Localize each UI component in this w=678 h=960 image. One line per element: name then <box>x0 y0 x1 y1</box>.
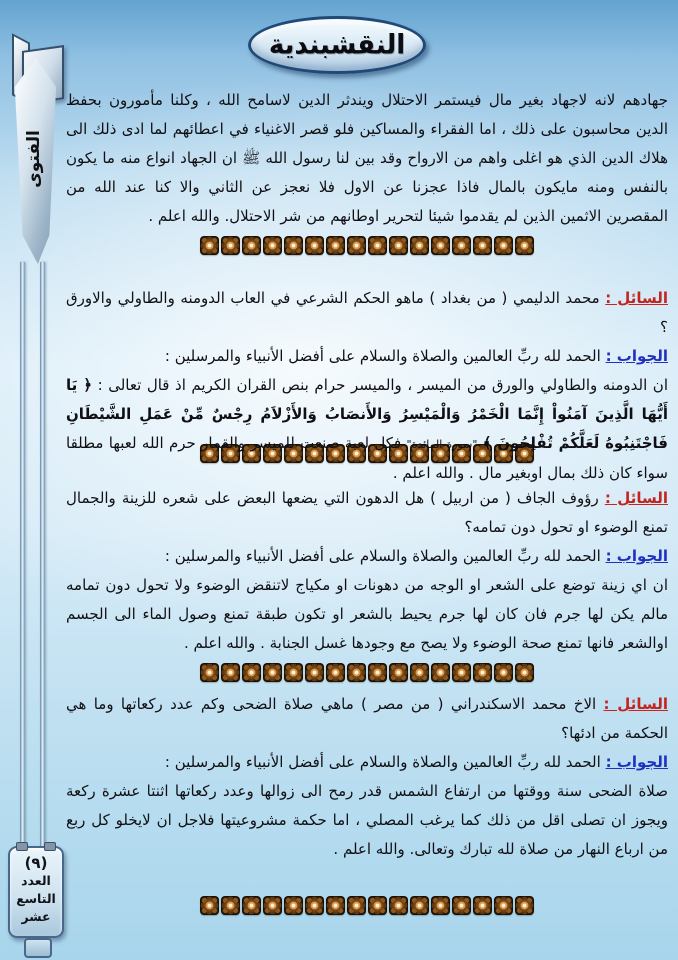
flower-ornament-icon <box>200 663 219 682</box>
flower-ornament-icon <box>494 663 513 682</box>
answer-body <box>66 571 668 658</box>
flower-ornament-icon <box>263 236 282 255</box>
quran-verse: ﴿ يَا أَيُّهَا الَّذِينَ آمَنُواْ إِنَّمَا الْخَمْرُ وَالْمَيْسِرُ وَالأَنصَابُ وَالأَزْلاَمُ رِجْسٌ مِّنْ عَمَلِ الشَّيْطَانِ فَاجْتَنِبُوهُ لَعَلَّكُمْ تُفْلِحُونَ ﴾ <box>66 376 668 452</box>
flower-ornament-icon <box>410 663 429 682</box>
answer-text: ان اي زينة توضع على الشعر او الوجه من دهونات او مكياج لاتنقض الوضوء ولا تحول دون تمامه مالم يكن لها جرم فان كان لها جرم يحيط بالشعر او تكون طبقة تمنع وصول الماء الى الجسم اوالشعر فانها تمنع صحة الوضوء ولا يصح مع وجودها غسل الجنابة . والله اعلم . <box>66 576 668 652</box>
flower-ornament-icon <box>515 896 534 915</box>
answer-text: فكل لعبة صنعت للميسر والقمار حرم الله لعبها مطلقا سواء كان ذلك بمال اوبغير مال . والله اعلم . <box>66 434 668 482</box>
flower-ornament-icon <box>200 896 219 915</box>
flower-ornament-icon <box>263 663 282 682</box>
masthead-oval-frame <box>248 16 426 74</box>
flower-ornament-icon <box>473 896 492 915</box>
qa-block-1 <box>66 284 668 488</box>
flower-ornament-icon <box>221 896 240 915</box>
flower-ornament-icon <box>368 663 387 682</box>
flower-ornament-icon <box>389 663 408 682</box>
answer-intro: الحمد لله ربِّ العالمين والصلاة والسلام على أفضل الأنبياء والمرسلين : <box>164 753 601 771</box>
flower-ornament-icon <box>284 663 303 682</box>
qa-block-2 <box>66 484 668 658</box>
flower-ornament-icon <box>347 236 366 255</box>
flower-ornament-icon <box>452 896 471 915</box>
answer-text: صلاة الضحى سنة ووقتها من ارتفاع الشمس قدر رمح الى زوالها وعدد ركعاتها اثنتا عشرة ركعة ويجوز ان تصلى اقل من ذلك كما يرغب المصلي ، اما حكمة مشروعيتها فلاجل ان لايخلو كل ربع من ارباع النهار من صلاة لله تبارك وتعالى. والله اعلم . <box>66 782 668 858</box>
flower-ornament-icon <box>389 236 408 255</box>
question-text: الاخ محمد الاسكندراني ( من مصر ) ماهي صلاة الضحى وكم عدد ركعاتها وما هي الحكمة من ادئها؟ <box>66 695 668 742</box>
flower-ornament-icon <box>305 896 324 915</box>
flower-ornament-icon <box>347 663 366 682</box>
flower-ornament-icon <box>242 663 261 682</box>
question-line <box>66 690 668 748</box>
flower-ornament-icon <box>389 896 408 915</box>
flower-ornament-icon <box>200 236 219 255</box>
sidebar-rail-line <box>20 262 25 848</box>
flower-ornament-icon <box>431 663 450 682</box>
flower-ornament-icon <box>515 663 534 682</box>
flower-ornament-icon <box>347 896 366 915</box>
answer-intro-line <box>66 542 668 571</box>
answer-intro-line <box>66 342 668 371</box>
answer-label: الجواب : <box>605 547 668 565</box>
flower-ornament-icon <box>368 896 387 915</box>
flower-ornament-icon <box>305 236 324 255</box>
flower-ornament-icon <box>221 236 240 255</box>
page-number: (٩) <box>24 854 48 872</box>
sidebar-section-label-wrap <box>16 84 52 234</box>
answer-intro: الحمد لله ربِّ العالمين والصلاة والسلام على أفضل الأنبياء والمرسلين : <box>164 547 601 565</box>
issue-word: عشر <box>21 909 51 925</box>
flower-ornament-icon <box>242 236 261 255</box>
question-line <box>66 284 668 342</box>
flower-ornament-icon <box>473 236 492 255</box>
flower-ornament-icon <box>326 896 345 915</box>
flower-ornament-icon <box>221 663 240 682</box>
sidebar-rail-line <box>40 262 45 848</box>
question-line <box>66 484 668 542</box>
verse-source: "سورة المائدة" <box>406 438 478 451</box>
flower-ornament-icon <box>284 896 303 915</box>
flower-ornament-icon <box>305 663 324 682</box>
flower-ornament-icon <box>410 236 429 255</box>
badge-notch <box>44 842 56 851</box>
answer-body <box>66 777 668 864</box>
flower-ornament-icon <box>431 896 450 915</box>
issue-badge <box>8 846 64 938</box>
flower-ornament-icon <box>452 663 471 682</box>
question-text: رؤوف الجاف ( من اربيل ) هل الدهون التي يضعها البعض على شعره للزينة والجمال تمنع الوضوء او تحول دون تمامه؟ <box>66 489 668 536</box>
issue-word: التاسع <box>16 891 56 907</box>
flower-ornament-icon <box>452 236 471 255</box>
flower-ornament-icon <box>515 236 534 255</box>
page-title: النقشبندية <box>268 29 406 61</box>
intro-paragraph: جهادهم لانه لاجهاد بغير مال فيستمر الاحتلال ويندثر الدين لاسامح الله ، وكلنا مأمورون بحفظ الدين محاسبون على ذلك ، اما الفقراء والمساكين فلو قصر الاغنياء في اعطائهم لما ادى ذلك الى هلاك الدين الذي هو اغلى واهم من الارواح وقد بين لنا رسول الله ﷺ ان الجهاد انواع منه ما يكون بالنفس ومنه مايكون بالمال فاذا عجزنا عن الاول فلا نعجز عن الثاني والا كنا عند الله من المقصرين الاثمين الذين لم يقدموا شيئا لتحرير اوطانهم من شر الاحتلال. والله اعلم . <box>66 91 668 225</box>
sidebar-section-label: الفتوى <box>24 130 44 188</box>
badge-notch <box>16 842 28 851</box>
badge-tab <box>24 938 52 958</box>
flower-ornament-icon <box>473 663 492 682</box>
answer-label: الجواب : <box>605 753 668 771</box>
answer-body <box>66 371 668 488</box>
answer-intro-line <box>66 748 668 777</box>
flower-ornament-icon <box>494 236 513 255</box>
questioner-label: السائل : <box>604 489 668 507</box>
qa-block-3 <box>66 690 668 864</box>
flower-ornament-icon <box>368 236 387 255</box>
ornament-separator <box>66 663 668 682</box>
ornament-separator <box>66 896 668 915</box>
intro-section <box>66 86 668 231</box>
issue-word: العدد <box>21 873 51 888</box>
flower-ornament-icon <box>431 236 450 255</box>
question-text: محمد الدليمي ( من بغداد ) ماهو الحكم الشرعي في العاب الدومنه والطاولي والاورق ؟ <box>66 289 668 336</box>
answer-text: ان الدومنه والطاولي والورق من الميسر ، والميسر حرام بنص القران الكريم اذ قال تعالى : <box>97 376 668 394</box>
flower-ornament-icon <box>410 896 429 915</box>
flower-ornament-icon <box>326 236 345 255</box>
masthead <box>254 16 426 68</box>
questioner-label: السائل : <box>605 289 668 307</box>
flower-ornament-icon <box>263 896 282 915</box>
answer-label: الجواب : <box>605 347 668 365</box>
answer-intro: الحمد لله ربِّ العالمين والصلاة والسلام على أفضل الأنبياء والمرسلين : <box>164 347 601 365</box>
ornament-separator <box>66 236 668 255</box>
flower-ornament-icon <box>494 896 513 915</box>
flower-ornament-icon <box>326 663 345 682</box>
questioner-label: السائل : <box>603 695 668 713</box>
flower-ornament-icon <box>284 236 303 255</box>
flower-ornament-icon <box>242 896 261 915</box>
